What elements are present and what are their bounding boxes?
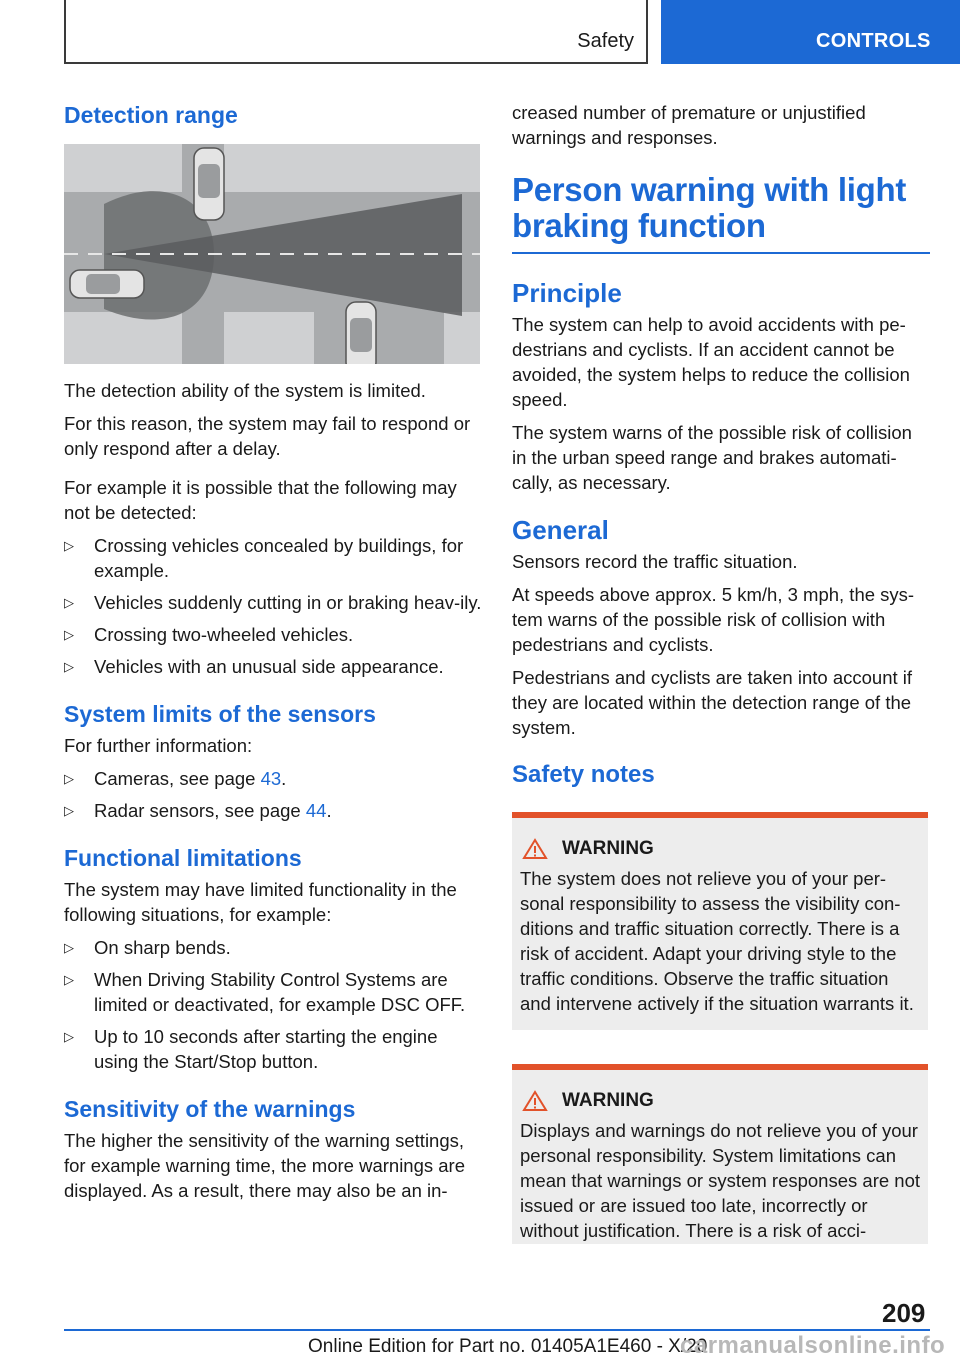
page-number: 209	[882, 1298, 926, 1328]
triangle-bullet-icon: ▷	[64, 803, 74, 818]
footer-divider	[64, 1329, 930, 1331]
person-warning-title: Person warning with light braking function	[512, 172, 930, 254]
paragraph: For this reason, the system may fail to respond or only respond after a delay.	[64, 413, 471, 459]
safety-notes-heading: Safety notes	[512, 761, 655, 788]
limits-bullet-list	[64, 766, 482, 823]
warning-text: The system does not relieve you of your per‐sonal responsibility to assess the visibility con‐ditions and traffic situation correctly. There is a risk of accident. Adapt your driving style to the traffic conditions. Observe the traffic situation and intervene actively if the situation warrants it.	[520, 868, 914, 1014]
paragraph: For further information:	[64, 735, 253, 756]
triangle-bullet-icon: ▷	[64, 972, 74, 987]
list-item: ▷ Radar sensors, see page 44.	[64, 800, 332, 821]
warning-label: WARNING	[562, 838, 654, 859]
detection-range-heading: Detection range	[64, 102, 238, 128]
triangle-bullet-icon: ▷	[64, 771, 74, 786]
functional-bullet-list	[64, 935, 482, 1074]
car-top-icon	[194, 148, 224, 220]
warning-triangle-icon	[522, 838, 548, 860]
list-item: ▷ Vehicles suddenly cutting in or braking heav‐ily.	[64, 592, 482, 613]
header-chapter-title: CONTROLS	[816, 30, 931, 52]
detection-bullet-list	[64, 533, 482, 679]
system-limits-heading: System limits of the sensors	[64, 701, 376, 727]
warning-header	[520, 1090, 920, 1112]
warning-label: WARNING	[562, 1090, 654, 1111]
paragraph: Sensors record the traffic situation.	[512, 551, 798, 572]
paragraph: The system may have limited functionality in the following situations, for example:	[64, 879, 457, 925]
watermark: carmanualsonline.info	[680, 1332, 946, 1359]
list-item: ▷ Crossing vehicles concealed by buildings, for example.	[64, 535, 464, 581]
sensitivity-heading: Sensitivity of the warnings	[64, 1096, 356, 1122]
triangle-bullet-icon: ▷	[64, 627, 74, 642]
paragraph: The higher the sensitivity of the warning settings, for example warning time, the more warnings are displayed. As a result, there may also be an in‐	[64, 1130, 466, 1201]
list-item: ▷ Cameras, see page 43.	[64, 768, 287, 789]
header-section-box	[64, 0, 648, 64]
car-bottom-icon	[346, 302, 376, 364]
paragraph: The system warns of the possible risk of collision in the urban speed range and brakes automati‐cally, as necessary.	[512, 422, 912, 493]
functional-limitations-heading: Functional limitations	[64, 845, 302, 871]
triangle-bullet-icon: ▷	[64, 538, 74, 553]
warning-box	[512, 1064, 928, 1244]
paragraph: The system can help to avoid accidents with pe‐destrians and cyclists. If an accident cannot be avoided, the system helps to reduce the collision speed.	[512, 314, 910, 410]
right-column	[512, 100, 930, 1244]
triangle-bullet-icon: ▷	[64, 1029, 74, 1044]
warning-text: Displays and warnings do not relieve you of your personal responsibility. System limitations can mean that warnings or system responses are not issued or are issued too late, incorrectly or without justification. There is a risk of acci‐	[520, 1120, 920, 1241]
list-item: ▷ When Driving Stability Control Systems are limited or deactivated, for example DSC OFF.	[64, 969, 466, 1015]
paragraph: At speeds above approx. 5 km/h, 3 mph, the sys‐tem warns of the possible risk of collision with pedestrians and cyclists.	[512, 584, 915, 655]
footer-edition: Online Edition for Part no. 01405A1E460 - X/20	[308, 1336, 708, 1357]
paragraph: Pedestrians and cyclists are taken into account if they are located within the detection range of the system.	[512, 667, 913, 738]
left-column	[64, 100, 482, 1211]
header-chapter-tab	[661, 0, 960, 64]
triangle-bullet-icon: ▷	[64, 659, 74, 674]
general-heading: General	[512, 515, 609, 545]
triangle-bullet-icon: ▷	[64, 940, 74, 955]
triangle-bullet-icon: ▷	[64, 595, 74, 610]
list-item: ▷ On sharp bends.	[64, 937, 231, 958]
list-item: ▷ Up to 10 seconds after starting the engine using the Start/Stop button.	[64, 1026, 438, 1072]
paragraph: creased number of premature or unjustified warnings and responses.	[512, 102, 866, 148]
header-section-title: Safety	[577, 30, 634, 52]
warning-triangle-icon	[522, 1090, 548, 1112]
detection-range-illustration	[64, 144, 480, 364]
principle-heading: Principle	[512, 278, 622, 308]
list-item: ▷ Crossing two-wheeled vehicles.	[64, 624, 354, 645]
paragraph: For example it is possible that the following may not be detected:	[64, 477, 457, 523]
warning-header	[520, 838, 920, 860]
page-link-44[interactable]: 44	[305, 800, 327, 821]
page-link-43[interactable]: 43	[260, 768, 282, 789]
car-left-icon	[70, 270, 144, 298]
list-item: ▷ Vehicles with an unusual side appearance.	[64, 656, 444, 677]
paragraph: The detection ability of the system is limited.	[64, 380, 426, 401]
warning-box	[512, 812, 928, 1030]
